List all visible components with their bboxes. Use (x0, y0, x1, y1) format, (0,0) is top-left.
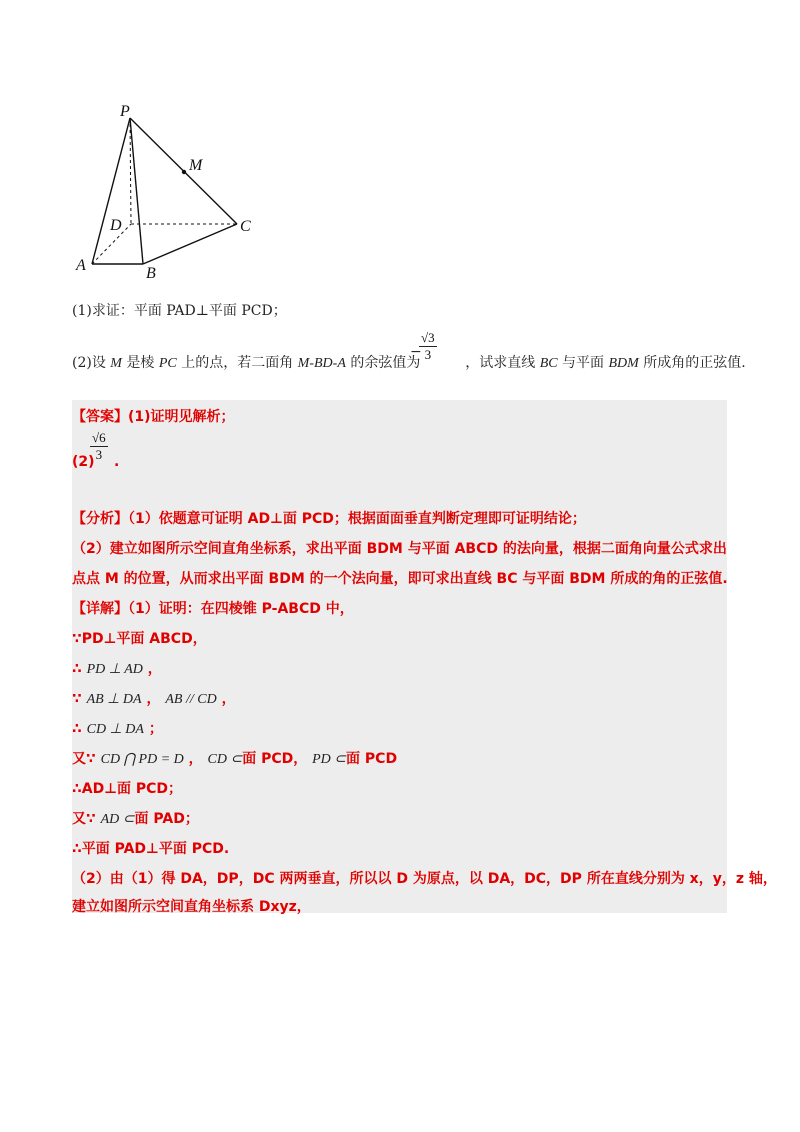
punct: ， (188, 751, 203, 767)
detail-heading: 【详解】（1）证明：在四棱锥 P-ABCD 中， (72, 601, 354, 617)
q2-fraction-numerator: √3 (421, 330, 435, 345)
q2-line-BC: BC (539, 356, 558, 371)
q2-text-3: 的余弦值为 (350, 355, 421, 371)
q2-text-1: 是棱 (126, 355, 155, 371)
answer-panel (72, 400, 777, 915)
q2-plane-BDM: BDM (608, 356, 639, 371)
detail-line-10: 建立如图所示空间直角坐标系 Dxyz， (72, 899, 311, 915)
label-P: P (120, 103, 130, 120)
punct: ， (146, 691, 161, 707)
punct: ； (148, 721, 163, 737)
edge-PB (130, 118, 143, 264)
plane-PCD-text: 面 PCD (346, 751, 398, 767)
answer-fraction-denominator: 3 (95, 447, 103, 462)
detail-line-6: ∴AD⊥面 PCD； (72, 781, 183, 797)
edge-BC (143, 224, 237, 264)
plane-PAD-text: 面 PAD； (134, 811, 199, 827)
detail-line-5 (72, 748, 397, 768)
q2-prefix: (2)设 (72, 355, 106, 371)
q2-text-4: ，试求直线 (465, 355, 536, 371)
q2-dihedral-angle: M-BD-A (297, 356, 346, 371)
q2-point-M: M (110, 356, 122, 371)
math-AB-perp-DA: AB ⊥ DA (86, 692, 142, 707)
answer-part2-suffix: . (114, 454, 120, 470)
math-CD-cap-PD: CD ⋂ PD = D (100, 752, 184, 767)
analysis-line-3: 点点 M 的位置，从而求出平面 BDM 的一个法向量，即可求出直线 BC 与平面 BDM 所成的角的正弦值. (72, 571, 728, 587)
point-M (182, 170, 186, 174)
label-C: C (240, 218, 251, 235)
q2-fraction-denominator: 3 (424, 347, 432, 362)
q2-edge-PC: PC (158, 356, 177, 371)
math-CD-perp-DA: CD ⊥ DA (86, 722, 144, 737)
q2-text-6: 所成角的正弦值. (643, 355, 746, 371)
edge-PA (92, 118, 130, 264)
q2-fraction-sign: − (410, 344, 422, 360)
because-symbol: ∵ (72, 691, 82, 707)
math-PD-perp-AD: PD ⊥ AD (86, 662, 143, 677)
q2-text-5: 与平面 (562, 355, 605, 371)
punct: ， (147, 661, 162, 677)
label-A: A (76, 257, 86, 274)
question-1: (1)求证：平面 PAD⊥平面 PCD； (72, 303, 287, 319)
label-D: D (110, 217, 122, 234)
therefore-symbol: ∴ (72, 721, 82, 737)
punct: ， (221, 691, 236, 707)
answer-fraction-numerator: √6 (92, 430, 106, 445)
detail-line-4 (72, 718, 163, 738)
label-B: B (146, 265, 156, 282)
pyramid-figure (70, 100, 270, 285)
because-symbol: 又∵ (72, 751, 96, 767)
math-AB-parallel-CD: AB // CD (165, 692, 217, 707)
plane-PCD-text: 面 PCD， (242, 751, 308, 767)
math-CD-subset: CD ⊂ (207, 752, 243, 767)
detail-line-9: （2）由（1）得 DA，DP，DC 两两垂直，所以以 D 为原点，以 DA，DC，DP 所在直线分别为 x，y，z 轴， (72, 871, 777, 887)
answer-part2-prefix: (2) (72, 454, 95, 470)
q2-fraction (419, 330, 437, 363)
analysis-line-2: （2）建立如图所示空间直角坐标系，求出平面 BDM 与平面 ABCD 的法向量，根据二面角向量公式求出 (72, 541, 727, 557)
question-2 (72, 352, 746, 372)
because-symbol: 又∵ (72, 811, 96, 827)
answer-line: 【答案】(1)证明见解析； (72, 409, 235, 425)
detail-line-8: ∴平面 PAD⊥平面 PCD. (72, 841, 230, 857)
math-PD-subset: PD ⊂ (312, 752, 347, 767)
detail-line-7 (72, 808, 199, 828)
detail-line-3 (72, 688, 236, 708)
analysis-line-1: 【分析】（1）依题意可证明 AD⊥面 PCD；根据面面垂直判断定理即可证明结论； (72, 511, 586, 527)
q2-text-2: 上的点，若二面角 (181, 355, 294, 371)
math-AD-subset: AD ⊂ (100, 812, 135, 827)
detail-line-1: ∵PD⊥平面 ABCD， (72, 631, 207, 647)
label-M: M (189, 157, 203, 174)
therefore-symbol: ∴ (72, 661, 82, 677)
detail-line-2 (72, 658, 162, 678)
